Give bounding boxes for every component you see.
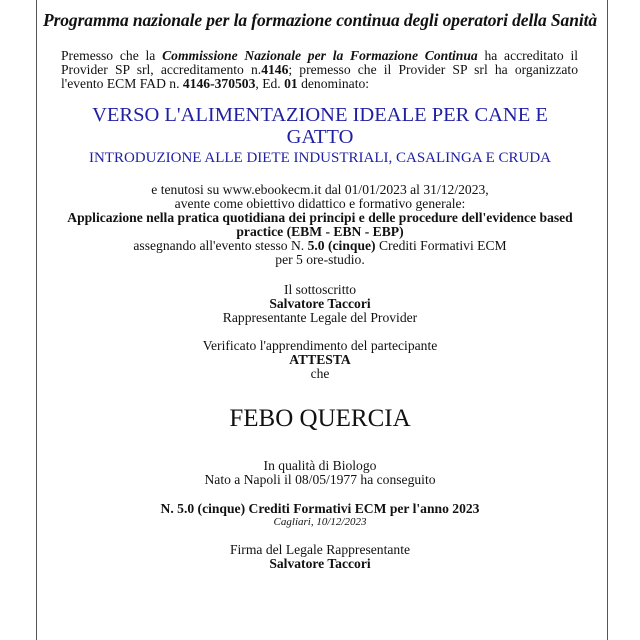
intro-text: denominato:	[297, 76, 370, 91]
credits-awarded: N. 5.0 (cinque) Crediti Formativi ECM per l'anno 2023	[160, 501, 480, 516]
objective-line1: Applicazione nella pratica quotidiana dei principi e delle procedure dell'evidence based	[67, 210, 573, 225]
accreditation-number: 4146	[261, 62, 289, 77]
signature-label: Firma del Legale Rappresentante	[229, 542, 411, 557]
intro-text: ha accreditato il Provider SP srl, accreditamento n.	[61, 48, 578, 77]
credits-line	[0, 239, 640, 253]
signatory-role: Rappresentante Legale del Provider	[222, 310, 418, 325]
that-label: che	[310, 366, 330, 381]
credits-value: 5.0 (cinque)	[307, 238, 376, 253]
event-title-line1: VERSO L'ALIMENTAZIONE IDEALE PER CANE E	[92, 104, 548, 126]
study-hours: per 5 ore-studio.	[275, 252, 365, 267]
participant-birth: Nato a Napoli il 08/05/1977 ha conseguito	[204, 472, 436, 487]
intro-text: , Ed.	[255, 76, 285, 91]
program-header: Programma nazionale per la formazione continua degli operatori della Sanità	[42, 10, 597, 30]
commission-name: Commissione Nazionale per la Formazione Continua	[162, 48, 478, 63]
signature-name: Salvatore Taccori	[269, 556, 371, 571]
participant-role: In qualità di Biologo	[263, 458, 377, 473]
objective-line2: practice (EBM - EBN - EBP)	[236, 224, 404, 239]
attests-label: ATTESTA	[289, 352, 351, 367]
participant-name: FEBO QUERCIA	[229, 405, 411, 432]
signatory-name: Salvatore Taccori	[269, 296, 371, 311]
objective-intro: avente come obiettivo didattico e formativo generale:	[174, 196, 466, 211]
credits-prefix: assegnando all'evento stesso N.	[133, 238, 308, 253]
event-subtitle: INTRODUZIONE ALLE DIETE INDUSTRIALI, CASALINGA E CRUDA	[88, 150, 552, 166]
intro-paragraph	[61, 49, 578, 91]
intro-text: ; premesso che il Provider SP srl ha organizzato l'evento ECM FAD n.	[61, 62, 578, 91]
event-title-line2: GATTO	[286, 126, 354, 148]
credits-suffix: Crediti Formativi ECM	[375, 238, 507, 253]
place-date: Cagliari, 10/12/2023	[273, 516, 367, 528]
held-on: e tenutosi su www.ebookecm.it dal 01/01/2023 al 31/12/2023,	[151, 182, 489, 197]
verified-text: Verificato l'apprendimento del partecipante	[202, 338, 438, 353]
intro-text: Premesso che la	[61, 48, 163, 63]
event-number: 4146-370503	[182, 76, 256, 91]
undersigned-label: Il sottoscritto	[283, 282, 357, 297]
edition-number: 01	[284, 76, 298, 91]
